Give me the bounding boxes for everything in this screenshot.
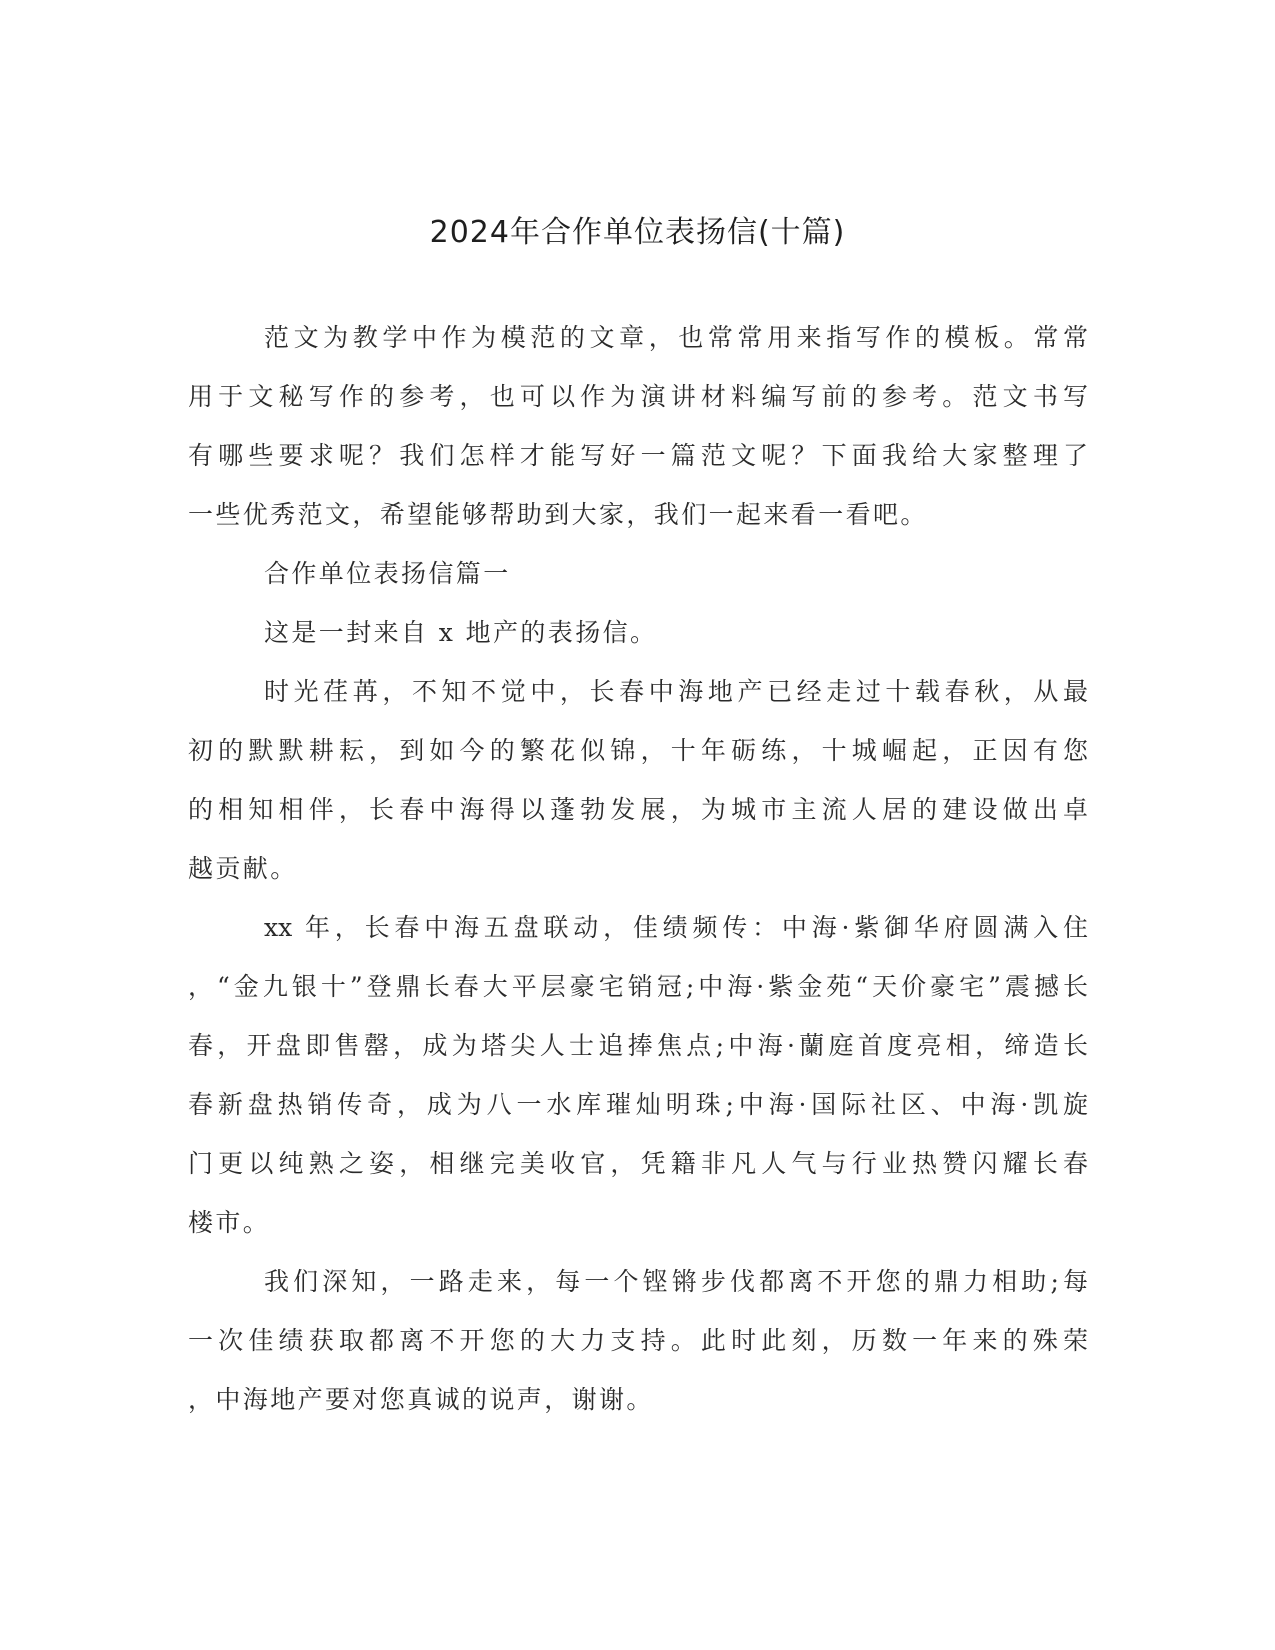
- paragraph-line: 楼市。: [188, 1208, 271, 1237]
- section-heading: 合作单位表扬信篇一: [264, 559, 511, 588]
- paragraph-line: 春新盘热销传奇，成为八一水库璀灿明珠;中海·国际社区、中海·凯旋: [188, 1090, 1088, 1119]
- paragraph-line: 有哪些要求呢？我们怎样才能写好一篇范文呢？下面我给大家整理了: [188, 441, 1088, 470]
- paragraph-line: 用于文秘写作的参考，也可以作为演讲材料编写前的参考。范文书写: [188, 382, 1088, 411]
- paragraph-line: 一次佳绩获取都离不开您的大力支持。此时此刻，历数一年来的殊荣: [188, 1326, 1088, 1355]
- paragraph-line: 初的默默耕耘，到如今的繁花似锦，十年砺练，十城崛起，正因有您: [188, 736, 1088, 765]
- paragraph-line: 门更以纯熟之姿，相继完美收官，凭籍非凡人气与行业热赞闪耀长春: [188, 1149, 1088, 1178]
- paragraph-line: ，“金九银十”登鼎长春大平层豪宅销冠;中海·紫金苑“天价豪宅”震撼长: [188, 972, 1088, 1001]
- paragraph-line: xx 年，长春中海五盘联动，佳绩频传：中海·紫御华府圆满入住: [264, 913, 1088, 942]
- paragraph-line: 春，开盘即售罄，成为塔尖人士追捧焦点;中海·蘭庭首度亮相，缔造长: [188, 1031, 1088, 1060]
- paragraph-line: 范文为教学中作为模范的文章，也常常用来指写作的模板。常常: [264, 323, 1088, 352]
- paragraph-line: 越贡献。: [188, 854, 298, 883]
- paragraph-line: 这是一封来自 x 地产的表扬信。: [264, 618, 658, 647]
- paragraph-line: 时光荏苒，不知不觉中，长春中海地产已经走过十载春秋，从最: [264, 677, 1088, 706]
- document-title: 2024年合作单位表扬信(十篇): [429, 215, 846, 250]
- paragraph-line: 的相知相伴，长春中海得以蓬勃发展，为城市主流人居的建设做出卓: [188, 795, 1088, 824]
- paragraph-line: 我们深知，一路走来，每一个铿锵步伐都离不开您的鼎力相助;每: [264, 1267, 1088, 1296]
- paragraph-line: ，中海地产要对您真诚的说声，谢谢。: [188, 1385, 654, 1414]
- paragraph-line: 一些优秀范文，希望能够帮助到大家，我们一起来看一看吧。: [188, 500, 928, 529]
